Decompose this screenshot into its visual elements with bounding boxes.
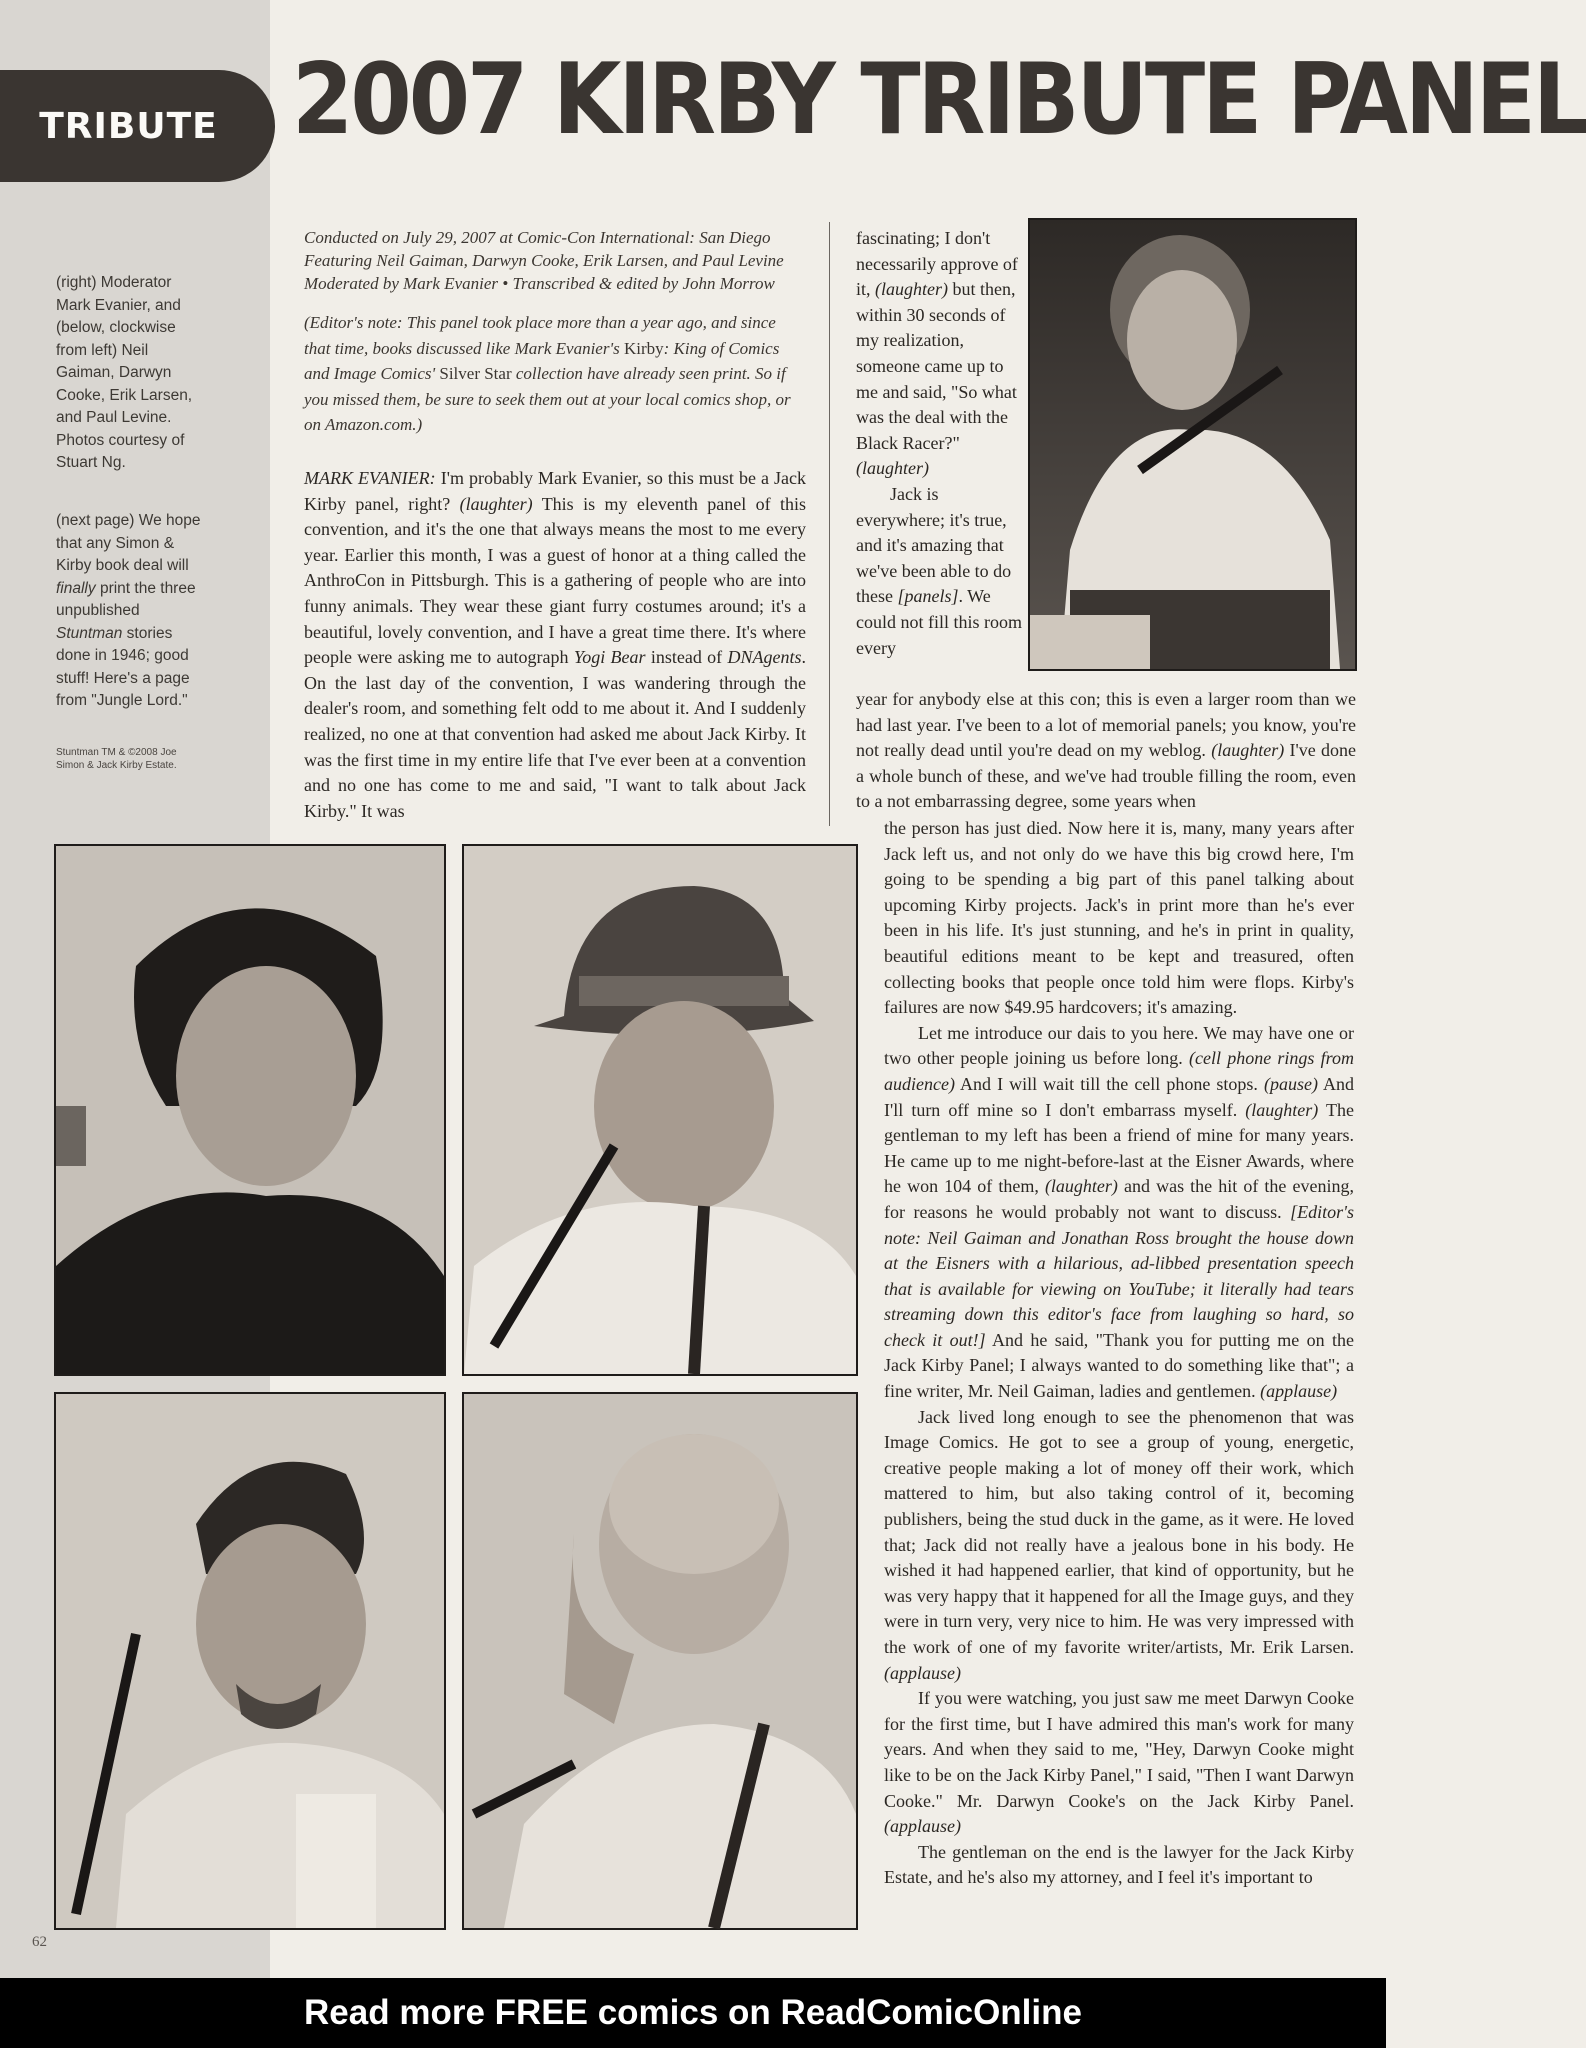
caption-emphasis: finally — [56, 579, 96, 597]
paragraph: Jack lived long enough to see the phenomenon that was Image Comics. He got to see a group of young, energetic, creative people making a lot of money off their work, which mattered to him, but also taking control of it, becoming publishers, being the stud duck in the game, as it were. He loved that; Jack did not really have a jealous bone in his body. He wished it had happened earlier, that kind of opportunity, but he was very happy that it happened for all the Image guys, and they were in turn very, very nice to him. He was very impressed with the work of one of my favorite writer/artists, Mr. Erik Larsen. (applause) — [884, 1406, 1354, 1683]
credits-line: Conducted on July 29, 2007 at Comic-Con International: San Diego — [304, 228, 771, 247]
footer-banner-text[interactable]: Read more FREE comics on ReadComicOnline — [304, 1993, 1082, 2032]
caption-text: (right) Moderator Mark Evanier, and (below, clockwise from left) Neil Gaiman, Darwyn Cooke, Erik Larsen, and Paul Levine. Photos courtesy of Stuart Ng. — [56, 274, 193, 471]
photo-mark-evanier — [1028, 218, 1357, 671]
caption-text: print the three unpublished — [56, 579, 196, 619]
article-column-1 — [304, 466, 806, 824]
paragraph: year for anybody else at this con; this is even a larger room than we had last year. I've been to a lot of memorial panels; you know, you're not really dead until you're dead on my weblog. (laughter) I've done a whole bunch of these, and we've had trouble filling the room, even to a not embarrassing degree, some years when — [856, 689, 1357, 812]
book-title: Silver Star — [439, 364, 512, 383]
credits-line: Moderated by Mark Evanier • Transcribed & edited by John Morrow — [304, 274, 775, 293]
photo-erik-larsen — [54, 1392, 446, 1930]
section-tab — [0, 70, 275, 182]
photo-caption-next — [56, 510, 202, 713]
photo-darwyn-cooke — [462, 844, 858, 1376]
caption-text: stories done in 1946; good stuff! Here's a page from "Jungle Lord." — [56, 624, 190, 709]
caption-text: (next page) We hope that any Simon & Kirby book deal will — [56, 512, 201, 574]
speaker-name: MARK EVANIER: — [304, 468, 436, 488]
editors-inline-note: [Editor's note: Neil Gaiman and Jonathan Ross brought the house down at the Eisners with a hilarious, ad-libbed presentation speech that is available for viewing on YouTube; it literally had tears streaming down this editor's face from laughing so hard, so check it out!] — [884, 1201, 1354, 1350]
photo-caption-main — [56, 272, 202, 475]
paragraph: Jack is everywhere; it's true, and it's amazing that we've been able to do these [panels]. We could not fill this room every — [856, 483, 1022, 658]
credits-line: Featuring Neil Gaiman, Darwyn Cooke, Erik Larsen, and Paul Levine — [304, 251, 784, 270]
section-tab-label: TRIBUTE — [39, 105, 218, 147]
article-column-2-wide — [856, 687, 1356, 815]
copyright-credit: Stuntman TM & ©2008 Joe Simon & Jack Kirby Estate. — [56, 747, 177, 771]
paragraph: MARK EVANIER: I'm probably Mark Evanier, so this must be a Jack Kirby panel, right? (laughter) This is my eleventh panel of this convention, and it's the one that always means the most to me every year. Earlier this month, I was a guest of honor at a thing called the AnthroCon in Pittsburgh. This is a gathering of people who are into funny animals. They wear these giant furry costumes around; it's a beautiful, lovely convention, and I have a great time there. It's where people were asking me to autograph Yogi Bear instead of DNAgents. On the last day of the convention, I was wandering through the dealer's room, and something felt odd to me about it. And I suddenly realized, no one at that convention had asked me about Jack Kirby. It was the first time in my entire life that I've ever been at a convention and no one has come to me and said, "I want to talk about Jack Kirby." It was — [304, 468, 806, 821]
paragraph: fascinating; I don't necessarily approve of it, (laughter) but then, within 30 seconds of my realization, someone came up to me and said, "So what was the deal with the Black Racer?" (laughter) — [856, 228, 1018, 479]
column-divider — [829, 222, 830, 826]
paragraph: The gentleman on the end is the lawyer for the Jack Kirby Estate, and he's also my attorney, and I feel it's important to — [884, 1841, 1354, 1888]
paragraph: If you were watching, you just saw me meet Darwyn Cooke for the first time, but I have admired this man's work for many years. And when they said to me, "Hey, Darwyn Cooke might like to be on the Jack Kirby Panel," I said, "Then I want Darwyn Cooke." Mr. Darwyn Cooke's on the Jack Kirby Panel. (applause) — [884, 1688, 1354, 1837]
page-title: 2007 KIRBY TRIBUTE PANEL — [292, 43, 1586, 157]
footer-banner[interactable] — [0, 1978, 1386, 2048]
editors-note: (Editor's note: This panel took place more than a year ago, and since that time, books discussed like Mark Evanier's Kirby: King of Comics and Image Comics' Silver Star collection have already seen print. So if you missed them, be sure to seek them out at your local comics shop, or on Amazon.com.) — [304, 313, 791, 434]
article-column-2 — [856, 226, 1022, 661]
page-number: 62 — [32, 1934, 47, 1950]
photo-neil-gaiman — [54, 844, 446, 1376]
article-column-3 — [884, 816, 1354, 1891]
panel-credits — [304, 226, 804, 295]
book-title: Kirby — [623, 338, 664, 358]
caption-emphasis: Stuntman — [56, 624, 123, 642]
paragraph: the person has just died. Now here it is, many, many years after Jack left us, and not only do we have this big crowd here, I'm going to be spending a big part of this panel talking about upcoming Kirby projects. Jack's in print more than he's ever been in his life. It's just stunning, and he's in print in quality, beautiful editions meant to be kept and treasured, often collecting books that people once told him were flops. Kirby's failures are now $49.95 hardcovers; it's amazing. — [884, 818, 1354, 1018]
paragraph: Let me introduce our dais to you here. We may have one or two other people joining us before long. (cell phone rings from audience) And I will wait till the cell phone stops. (pause) And I'll turn off mine so I don't embarrass myself. (laughter) The gentleman to my left has been a friend of mine for many years. He came up to me night-before-last at the Eisner Awards, where he won 104 of them, (laughter) and was the hit of the evening, for reasons he would probably not want to discuss. [Editor's note: Neil Gaiman and Jonathan Ross brought the house down at the Eisners with a hilarious, ad-libbed presentation speech that is available for viewing on YouTube; it literally had tears streaming down this editor's face from laughing so hard, so check it out!] And he said, "Thank you for putting me on the Jack Kirby Panel; I always wanted to do something like that"; a fine writer, Mr. Neil Gaiman, ladies and gentlemen. (applause) — [884, 1022, 1354, 1402]
photo-paul-levine — [462, 1392, 858, 1930]
